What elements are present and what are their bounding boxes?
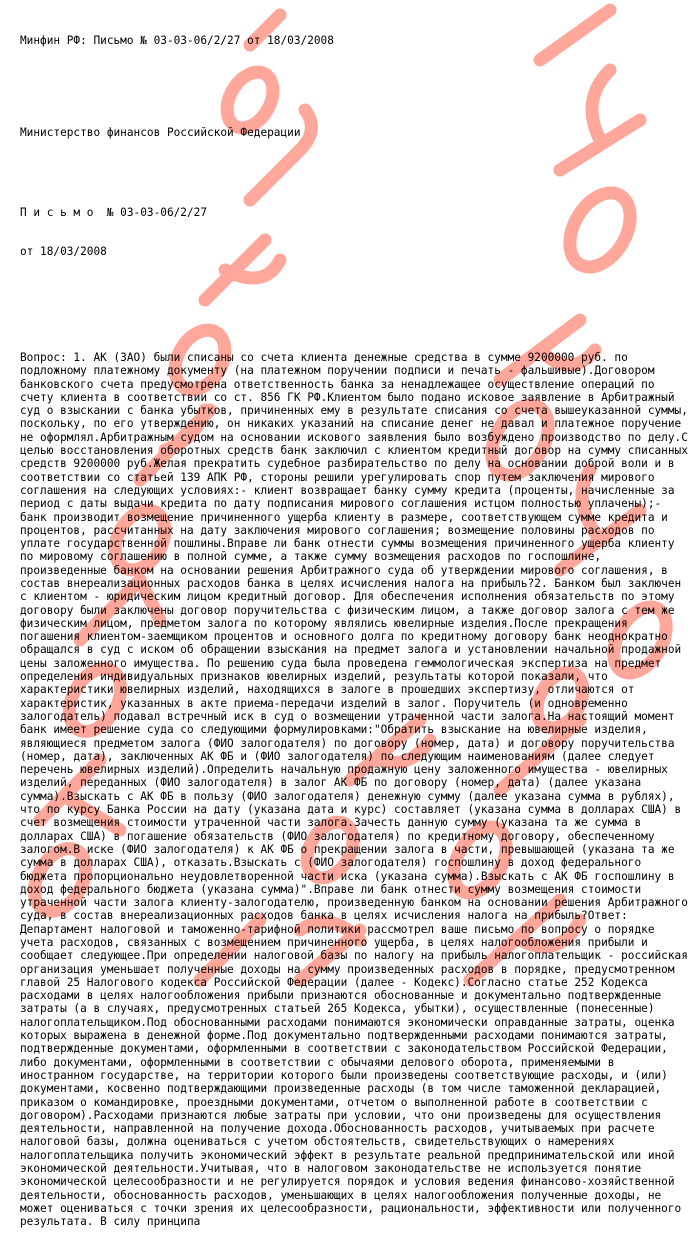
letter-number: П и с ь м о № 03-03-06/2/27: [20, 205, 208, 219]
spacer: [20, 73, 692, 99]
document-header-title: Минфин РФ: Письмо № 03-03-06/2/27 от 18/03/2008: [20, 33, 334, 47]
spacer: [20, 285, 692, 324]
letter-body: Вопрос: 1. АК (ЗАО) были списаны со счета клиента денежные средства в сумме 9200000 руб. по подложному платежному документу (на платежном поручении подписи и печать - фальшивые).Договором банковского счета предусмотрена ответственность банка за ненадлежащее осуществление операций по счету клиента в соответствии со ст. 856 ГК РФ.Клиентом было подано исковое заявление в Арбитражный суд о взыскании с банка убытков, причиненных ему в результате списания со счета вышеуказанной суммы, поскольку, по его утверждению, он никаких указаний на списание денег не давал и платежное поручение не оформлял.Арбитражным судом на основании искового заявления было возбуждено производство по делу.С целью восстановления оборотных средств банк заключил с клиентом кредитный договор на сумму списанных средств 9200000 руб.Желая прекратить судебное разбирательство по делу на основании доброй воли и в соответствии со статьей 139 АПК РФ, стороны решили урегулировать спор путем заключения мирового соглашения на следующих условиях:- клиент возвращает банку сумму кредита (проценты, начисленные за период с даты выдачи кредита по дату подписания мирового соглашения истцом полностью уплачены);- банк производит возмещение причиненного ущерба клиенту в размере, соответствующем сумме кредита и процентов, рассчитанных на дату заключения мирового соглашения; возмещение половины расходов по уплате государственной пошлины.Вправе ли банк отнести суммы возмещения причиненного ущерба клиенту по мировому соглашению в полной сумме, а также сумму возмещения расходов по госпошлине, произведенные банком на основании решения Арбитражного суда об утверждении мирового соглашения, в состав внереализационных расходов банка в целях исчисления налога на прибыль?2. Банком был заключен с клиентом - юридическим лицом кредитный договор. Для обеспечения исполнения обязательств по этому договору были заключены договор поручительства с физическим лицом, а также договор залога с тем же физическим лицом, предметом залога по которому являлись ювелирные изделия.После прекращения погашения клиентом-заемщиком процентов и основного долга по кредитному договору банк неоднократно обращался в суд с иском об обращении взыскания на предмет залога и установлении начальной продажной цены заложенного имущества. По решению суда была проведена геммологическая экспертиза на предмет определения индивидуальных признаков ювелирных изделий, результаты которой показали, что характеристики ювелирных изделий, находящихся в залоге в прошедших экспертизу, отличаются от характеристик, указанных в акте приема-передачи изделий в залог. Поручитель (и одновременно залогодатель) подавал встречный иск в суд о возмещении утраченной части залога.На настоящий момент банк имеет решение суда со следующими формулировками:"Обратить взыскание на ювелирные изделия, являющиеся предметом залога (ФИО залогодателя) по договору (номер, дата) и договору поручительства (номер, дата), заключенных АК ФБ и (ФИО залогодателя) по следующим наименованиям (далее следует перечень ювелирных изделий).Определить начальную продажную цену заложенного имущества - ювелирных изделий, переданных (ФИО залогодателя) в залог АК ФБ по договору (номер, дата) (далее указана сумма).Взыскать с АК ФБ в пользу (ФИО залогодателя) денежную сумму (далее указана сумма в рублях), что по курсу Банка России на дату (указана дата и курс) составляет (указана сумма в долларах США) в счет возмещения стоимости утраченной части залога.Зачесть данную сумму (указана та же сумма в долларах США) в погашение обязательств (ФИО залогодателя) по кредитному договору, обеспеченному залогом.В иске (ФИО залогодателя) к АК ФБ о прекращении залога в части, превышающей (указана та же сумма в долларах США), отказать.Взыскать с (ФИО залогодателя) госпошлину в доход федерального бюджета пропорционально неудовлетворенной части иска (указана сумма).Взыскать с АК ФБ госпошлину в доход федерального бюджета (указана сумма)".Вправе ли банк отнести сумму возмещения стоимости утраченной части залога клиенту-залогодателю, произведенную банком на основании решения Арбитражного суда, в состав внереализационных расходов банка в целях исчисления налога на прибыль?Ответ: Департамент налоговой и таможенно-тарифной политики рассмотрел ваше письмо по вопросу о порядке учета расходов, связанных с возмещением причиненного ущерба, в целях налогообложения прибыли и сообщает следующее.При определении налоговой базы по налогу на прибыль налогоплательщик - российская организация уменьшает полученные доходы на сумму произведенных расходов в порядке, предусмотренном главой 25 Налогового кодекса Российской Федерации (далее - Кодекс).Согласно статье 252 Кодекса расходами в целях налогообложения прибыли признаются обоснованные и документально подтвержденные затраты (а в случаях, предусмотренных статьей 265 Кодекса, убытки), осуществленные (понесенные) налогоплательщиком.Под обоснованными расходами понимаются экономически оправданные затраты, оценка которых выражена в денежной форме.Под документально подтвержденными расходами понимаются затраты, подтвержденные документами, оформленными в соответствии с законодательством Российской Федерации, либо документами, оформленными в соответствии с обычаями делового оборота, применяемыми в иностранном государстве, на территории которого были произведены соответствующие расходы, и (или) документами, косвенно подтверждающими произведенные расходы (в том числе таможенной декларацией, приказом о командировке, проездными документами, отчетом о выполненной работе в соответствии с договором).Расходами признаются любые затраты при условии, что они произведены для осуществления деятельности, направленной на получение дохода.Обоснованность расходов, учитываемых при расчете налоговой базы, должна оцениваться с учетом обстоятельств, свидетельствующих о намерениях налогоплательщика получить экономический эффект в результате реальной предпринимательской или иной экономической деятельности.Учитывая, что в налоговом законодательстве не используется понятие экономической целесообразности и не регулируется порядок и условия ведения финансово-хозяйственной деятельности, обоснованность расходов, уменьшающих в целях налогообложения полученные доходы, не может оцениваться с точки зрения их целесообразности, рациональности, эффективности или полученного результата. В силу принципа: [20, 350, 695, 1229]
spacer: [20, 166, 692, 179]
document: [20, 7, 695, 1242]
letter-date: от 18/03/2008: [20, 245, 107, 259]
issuer-name: Министерство финансов Российской Федерации: [20, 126, 301, 140]
